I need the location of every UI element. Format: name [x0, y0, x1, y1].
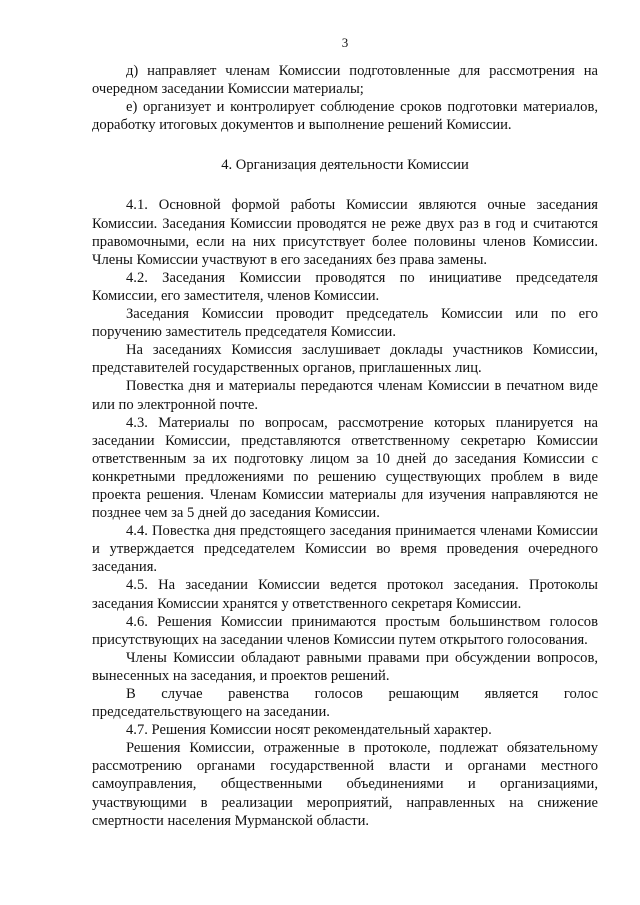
- paragraph-4-1: 4.1. Основной формой работы Комиссии являются очные заседания Комиссии. Заседания Комиссии проводятся не реже двух раз в год и считаются правомочными, если на них присутствует более половины членов Комиссии. Члены Комиссии участвуют в его заседаниях без права замены.: [92, 197, 598, 268]
- paragraph-4-5: 4.5. На заседании Комиссии ведется протокол заседания. Протоколы заседания Комиссии хранятся у ответственного секретаря Комиссии.: [92, 577, 598, 612]
- paragraph-4-7-binding: Решения Комиссии, отраженные в протоколе, подлежат обязательному рассмотрению органами государственной власти и органами местного самоуправления, общественными объединениями и организациями, участвующими в реализации мероприятий, направленных на снижение смертности населения Мурманской области.: [92, 740, 598, 829]
- paragraph-4-2: 4.2. Заседания Комиссии проводятся по инициативе председателя Комиссии, его заместителя, членов Комиссии.: [92, 269, 598, 304]
- document-body: [92, 62, 598, 830]
- page-number: 3: [341, 35, 349, 50]
- section-heading: 4. Организация деятельности Комиссии: [221, 157, 469, 174]
- paragraph-d: д) направляет членам Комиссии подготовленные для рассмотрения на очередном заседании Комиссии материалы;: [92, 63, 598, 98]
- paragraph-4-6: 4.6. Решения Комиссии принимаются простым большинством голосов присутствующих на заседании членов Комиссии путем открытого голосования.: [92, 613, 598, 648]
- paragraph-e: е) организует и контролирует соблюдение сроков подготовки материалов, доработку итоговых документов и выполнение решений Комиссии.: [92, 99, 598, 134]
- paragraph-4-2-agenda: Повестка дня и материалы передаются членам Комиссии в печатном виде или по электронной почте.: [92, 378, 598, 413]
- paragraph-4-3: 4.3. Материалы по вопросам, рассмотрение которых планируется на заседании Комиссии, представляются ответственному секретарю Комиссии ответственным за их подготовку лицом за 10 дней до заседания Комиссии с конкретными предложениями по решению существующих проблем в виде проекта решения. Членам Комиссии материалы для изучения направляются не позднее чем за 5 дней до заседания Комиссии.: [92, 414, 598, 522]
- paragraph-4-2-reports: На заседаниях Комиссия заслушивает доклады участников Комиссии, представителей государственных органов, приглашенных лиц.: [92, 342, 598, 377]
- paragraph-4-4: 4.4. Повестка дня предстоящего заседания принимается членами Комиссии и утверждается председателем Комиссии во время проведения очередного заседания.: [92, 523, 598, 576]
- paragraph-4-6-tie: В случае равенства голосов решающим является голос председательствующего на заседании.: [92, 686, 598, 721]
- paragraph-4-2-chair: Заседания Комиссии проводит председатель Комиссии или по его поручению заместитель председателя Комиссии.: [92, 306, 598, 341]
- paragraph-4-6-rights: Члены Комиссии обладают равными правами при обсуждении вопросов, вынесенных на заседания, и проектов решений.: [92, 649, 598, 684]
- paragraph-4-7: 4.7. Решения Комиссии носят рекомендательный характер.: [126, 722, 492, 739]
